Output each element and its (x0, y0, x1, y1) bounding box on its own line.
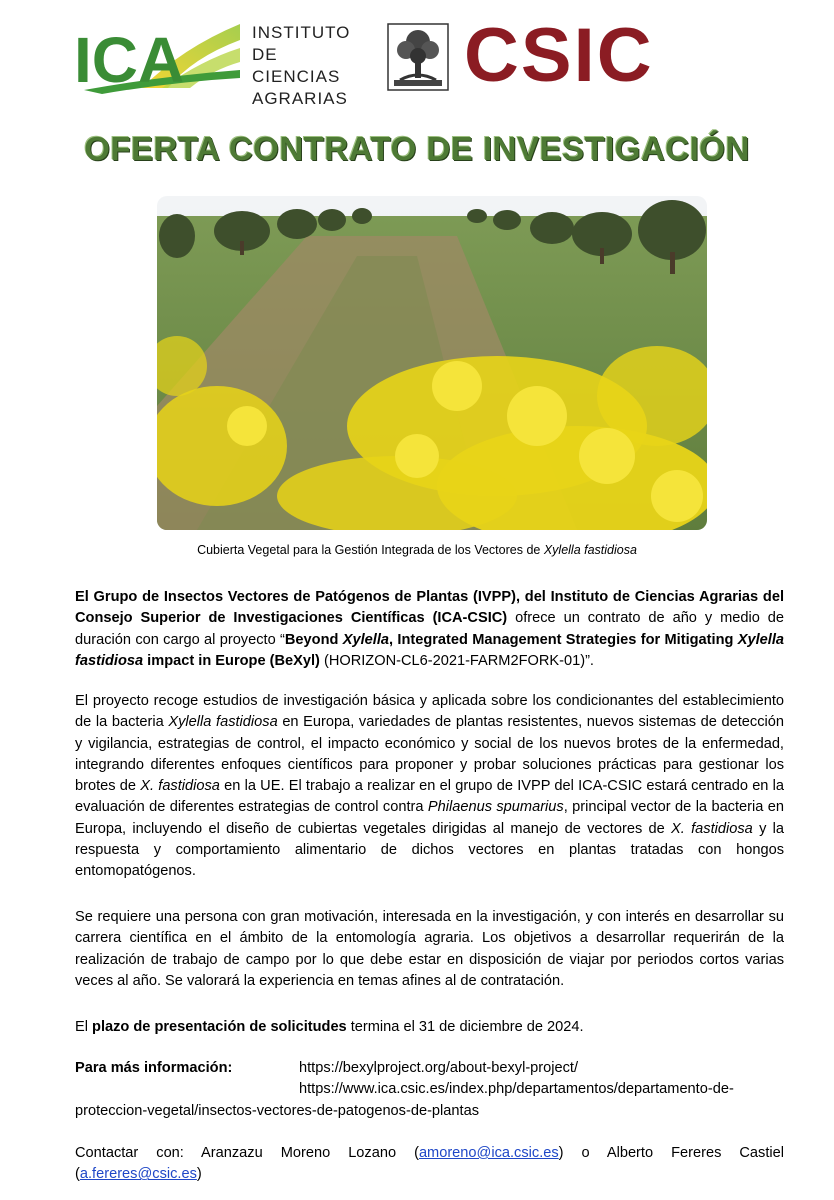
csic-tree-emblem-icon (386, 22, 450, 92)
email-link-amoreno[interactable]: amoreno@ica.csic.es (418, 1145, 559, 1161)
paragraph-text: , principal vector de la bacteria en Europa, incluyendo el diseño de cubiertas vegetales dirigidas al manejo de vectores de (75, 799, 785, 837)
species-name: X. fastidiosa (140, 778, 220, 795)
contact-text: ) o Alberto Fereres Castiel ( (75, 1145, 784, 1183)
ica-subtitle-line: INSTITUTO DE (252, 23, 351, 64)
project-title-part: Beyond (284, 631, 343, 648)
species-name: Philaenus spumarius (427, 799, 564, 816)
contact-text: ) (196, 1166, 202, 1183)
intro-paragraph (75, 587, 784, 672)
page-title: OFERTA CONTRATO DE INVESTIGACIÓN (84, 130, 750, 167)
contact-paragraph (75, 1143, 784, 1186)
deadline-paragraph (75, 1017, 784, 1038)
requirements-paragraph: Se requiere una persona con gran motivación, interesada en la investigación, y con interés en desarrollar su carrera científica en el ámbito de la entomología agraria. Los objetivos a desarrollar requerirán de la realización de trabajo de campo por lo que debe estar en disposición de viajar por periodos cortos varias veces al año. Se valorará la experiencia en temas afines al de contratación. (75, 909, 784, 989)
project-title-part: , Integrated Management Strategies for Mitigating (389, 631, 738, 648)
paragraph-text: El proyecto recoge estudios de investigación básica y aplicada sobre los condicionantes del establecimiento de la bacteria (75, 693, 784, 731)
field-photo (157, 196, 707, 530)
ica-department-link[interactable]: https://www.ica.csic.es/index.php/departamentos/departamento-de- (299, 1081, 734, 1098)
paragraph-text: El (75, 1019, 93, 1035)
ica-department-link-continued[interactable]: proteccion-vegetal/insectos-vectores-de-patogenos-de-plantas (75, 1102, 479, 1119)
group-name: El Grupo de Insectos Vectores de Patógenos de Plantas (IVPP), del Instituto de Ciencias Agrarias del Consejo Superior de Investigaciones Científicas (ICA-CSIC) (75, 589, 784, 627)
ica-logo (72, 18, 242, 96)
caption-species: Xylella fastidiosa (543, 543, 637, 557)
paragraph-text: en la UE. El trabajo a realizar en el grupo de IVPP del ICA-CSIC estará centrado en la evaluación de diferentes estrategias de control contra (75, 778, 785, 816)
project-description-paragraph (75, 691, 784, 883)
ica-logo-text: ICA (74, 24, 185, 96)
project-title-species: Xylella (342, 631, 389, 648)
paragraph-text: y la respuesta y comportamiento alimentario de dichos vectores en plantas tratadas con hongos entomopatógenos. (75, 820, 785, 880)
project-code: (HORIZON-CL6-2021-FARM2FORK-01)”. (319, 652, 594, 669)
more-info-section (75, 1058, 795, 1122)
species-name: Xylella fastidiosa (168, 714, 278, 731)
email-link-afereres[interactable]: a.fereres@csic.es (79, 1166, 197, 1183)
paragraph-text: en Europa, variedades de plantas resistentes, nuevos sistemas de detección y vigilancia, estrategias de control, el impacto económico y social de los nuevos brotes de la enfermedad, integrando diferentes enfoques científicos para proponer y probar soluciones prácticas para gestionar los brotes de (75, 714, 784, 795)
intro-text: ofrece un contrato de año y medio de duración con cargo al proyecto “ (75, 610, 784, 648)
more-info-label: Para más información: (75, 1060, 233, 1076)
photo-caption (0, 543, 834, 557)
ica-subtitle (252, 22, 372, 110)
contact-text: Contactar con: Aranzazu Moreno Lozano ( (75, 1145, 419, 1161)
ica-subtitle-line: CIENCIAS (252, 67, 341, 86)
deadline-label: plazo de presentación de solicitudes (92, 1019, 347, 1035)
csic-logo: CSIC (464, 13, 654, 98)
species-name: X. fastidiosa (671, 820, 753, 837)
caption-text: Cubierta Vegetal para la Gestión Integrada de los Vectores de (197, 543, 544, 557)
project-title-species: Xylella fastidiosa (75, 631, 784, 669)
project-title-part: impact in Europe (BeXyl) (143, 652, 320, 669)
bexyl-project-link[interactable]: https://bexylproject.org/about-bexyl-project/ (299, 1060, 579, 1076)
ica-subtitle-line: AGRARIAS (252, 89, 348, 108)
deadline-date: termina el 31 de diciembre de 2024. (346, 1019, 584, 1035)
